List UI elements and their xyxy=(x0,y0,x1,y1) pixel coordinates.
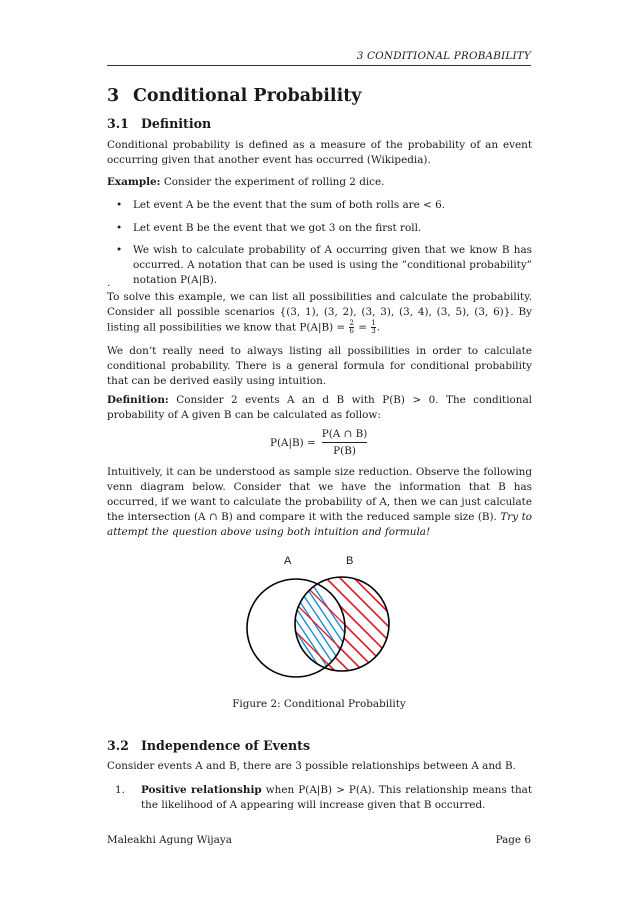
intro-paragraph: Conditional probability is defined as a measure of the probability of an event occurring given that another event has occurred (Wikipedia). xyxy=(107,139,532,166)
item-text xyxy=(141,783,532,813)
enumerated-item xyxy=(115,783,532,813)
figure-caption: Figure 2: Conditional Probability xyxy=(232,698,406,710)
footer-page-number: Page 6 xyxy=(495,834,531,846)
independence-intro: Consider events A and B, there are 3 possible relationships between A and B. xyxy=(107,760,516,772)
conditional-probability-formula xyxy=(270,428,367,457)
item-bold-term: Positive relationship xyxy=(141,784,262,796)
item-description: when P(A|B) > P(A). This relationship means that the likelihood of A appearing will increase given that B occurred. xyxy=(141,784,533,811)
bullet-text: Let event A be the event that the sum of both rolls are < 6. xyxy=(133,199,445,211)
example-paragraph xyxy=(107,175,532,190)
definition-label: Definition: xyxy=(107,394,169,406)
section-number: 3 xyxy=(107,86,120,106)
equals-sign: = xyxy=(358,321,367,334)
intuition-paragraph: We don’t really need to always listing all possibilities in order to calculate conditional probability. There is a general formula for conditional probability that can be derived easily using intuition. xyxy=(107,345,532,387)
section-heading xyxy=(107,86,361,106)
fraction-denominator: 3 xyxy=(371,327,376,335)
venn-paragraph xyxy=(107,465,532,540)
fraction-denominator: 6 xyxy=(349,327,354,335)
solve-text: To solve this example, we can list all possibilities and calculate the probability. Consider all possible scenarios {(3, 1), (3, 2), (3, 3), (3, 4), (3, 5), (3, 6)}. By listing all possibilities we know that P(A|B) = xyxy=(107,291,532,334)
bullet-dot: • xyxy=(116,222,123,234)
footer-author: Maleakhi Agung Wijaya xyxy=(107,834,232,846)
fraction-numerator: 2 xyxy=(349,319,354,327)
stray-dot: . xyxy=(107,277,111,289)
circle-b xyxy=(295,577,389,671)
subsection-number: 3.2 xyxy=(107,738,129,753)
formula-lhs: P(A|B) = xyxy=(270,436,316,449)
running-header: 3 CONDITIONAL PROBABILITY xyxy=(356,50,531,62)
period: . xyxy=(376,321,381,334)
fraction-one-third xyxy=(371,320,375,335)
definition-paragraph xyxy=(107,393,532,423)
subsection-title: Independence of Events xyxy=(141,738,311,753)
header-rule xyxy=(107,65,531,66)
subsection-heading-definition xyxy=(107,116,211,131)
item-number: 1. xyxy=(115,784,125,796)
fraction-two-sixths xyxy=(349,320,353,335)
formula-denominator: P(B) xyxy=(333,445,356,457)
bullet-dot: • xyxy=(116,199,123,211)
bullet-text: We wish to calculate probability of A occurring given that we know B has occurred. A notation that can be used is using the ”conditional probability” notation P(A|B). xyxy=(133,244,532,286)
circle-a xyxy=(247,579,345,677)
formula-fraction xyxy=(322,428,368,457)
venn-diagram xyxy=(230,550,400,685)
venn-italic-note: Try to attempt the question above using both intuition and formula! xyxy=(107,511,532,538)
fraction-numerator: 1 xyxy=(371,319,376,327)
venn-text: Intuitively, it can be understood as sample size reduction. Observe the following venn diagram below. Consider that we have the information that B has occurred, if we want to calculate the probability of A, then we can just calculate the intersection (A ∩ B) and compare it with the reduced sample size (B). xyxy=(107,466,532,523)
example-label: Example: xyxy=(107,176,161,188)
section-title: Conditional Probability xyxy=(133,86,362,106)
formula-numerator: P(A ∩ B) xyxy=(321,428,368,440)
subsection-title: Definition xyxy=(141,116,212,131)
venn-label-a: A xyxy=(284,555,292,567)
bullet-item xyxy=(116,198,532,213)
bullet-item xyxy=(116,221,532,236)
solve-paragraph xyxy=(107,290,532,336)
definition-text: Consider 2 events A an d B with P(B) > 0. The conditional probability of A given B can be calculated as follow: xyxy=(107,394,533,421)
bullet-text: Let event B be the event that we got 3 on the first roll. xyxy=(133,222,422,234)
bullet-item xyxy=(116,243,532,288)
bullet-dot: • xyxy=(116,244,123,256)
example-text: Consider the experiment of rolling 2 dice. xyxy=(163,176,385,188)
subsection-heading-independence xyxy=(107,738,310,753)
subsection-number: 3.1 xyxy=(107,116,129,131)
venn-label-b: B xyxy=(346,555,354,567)
